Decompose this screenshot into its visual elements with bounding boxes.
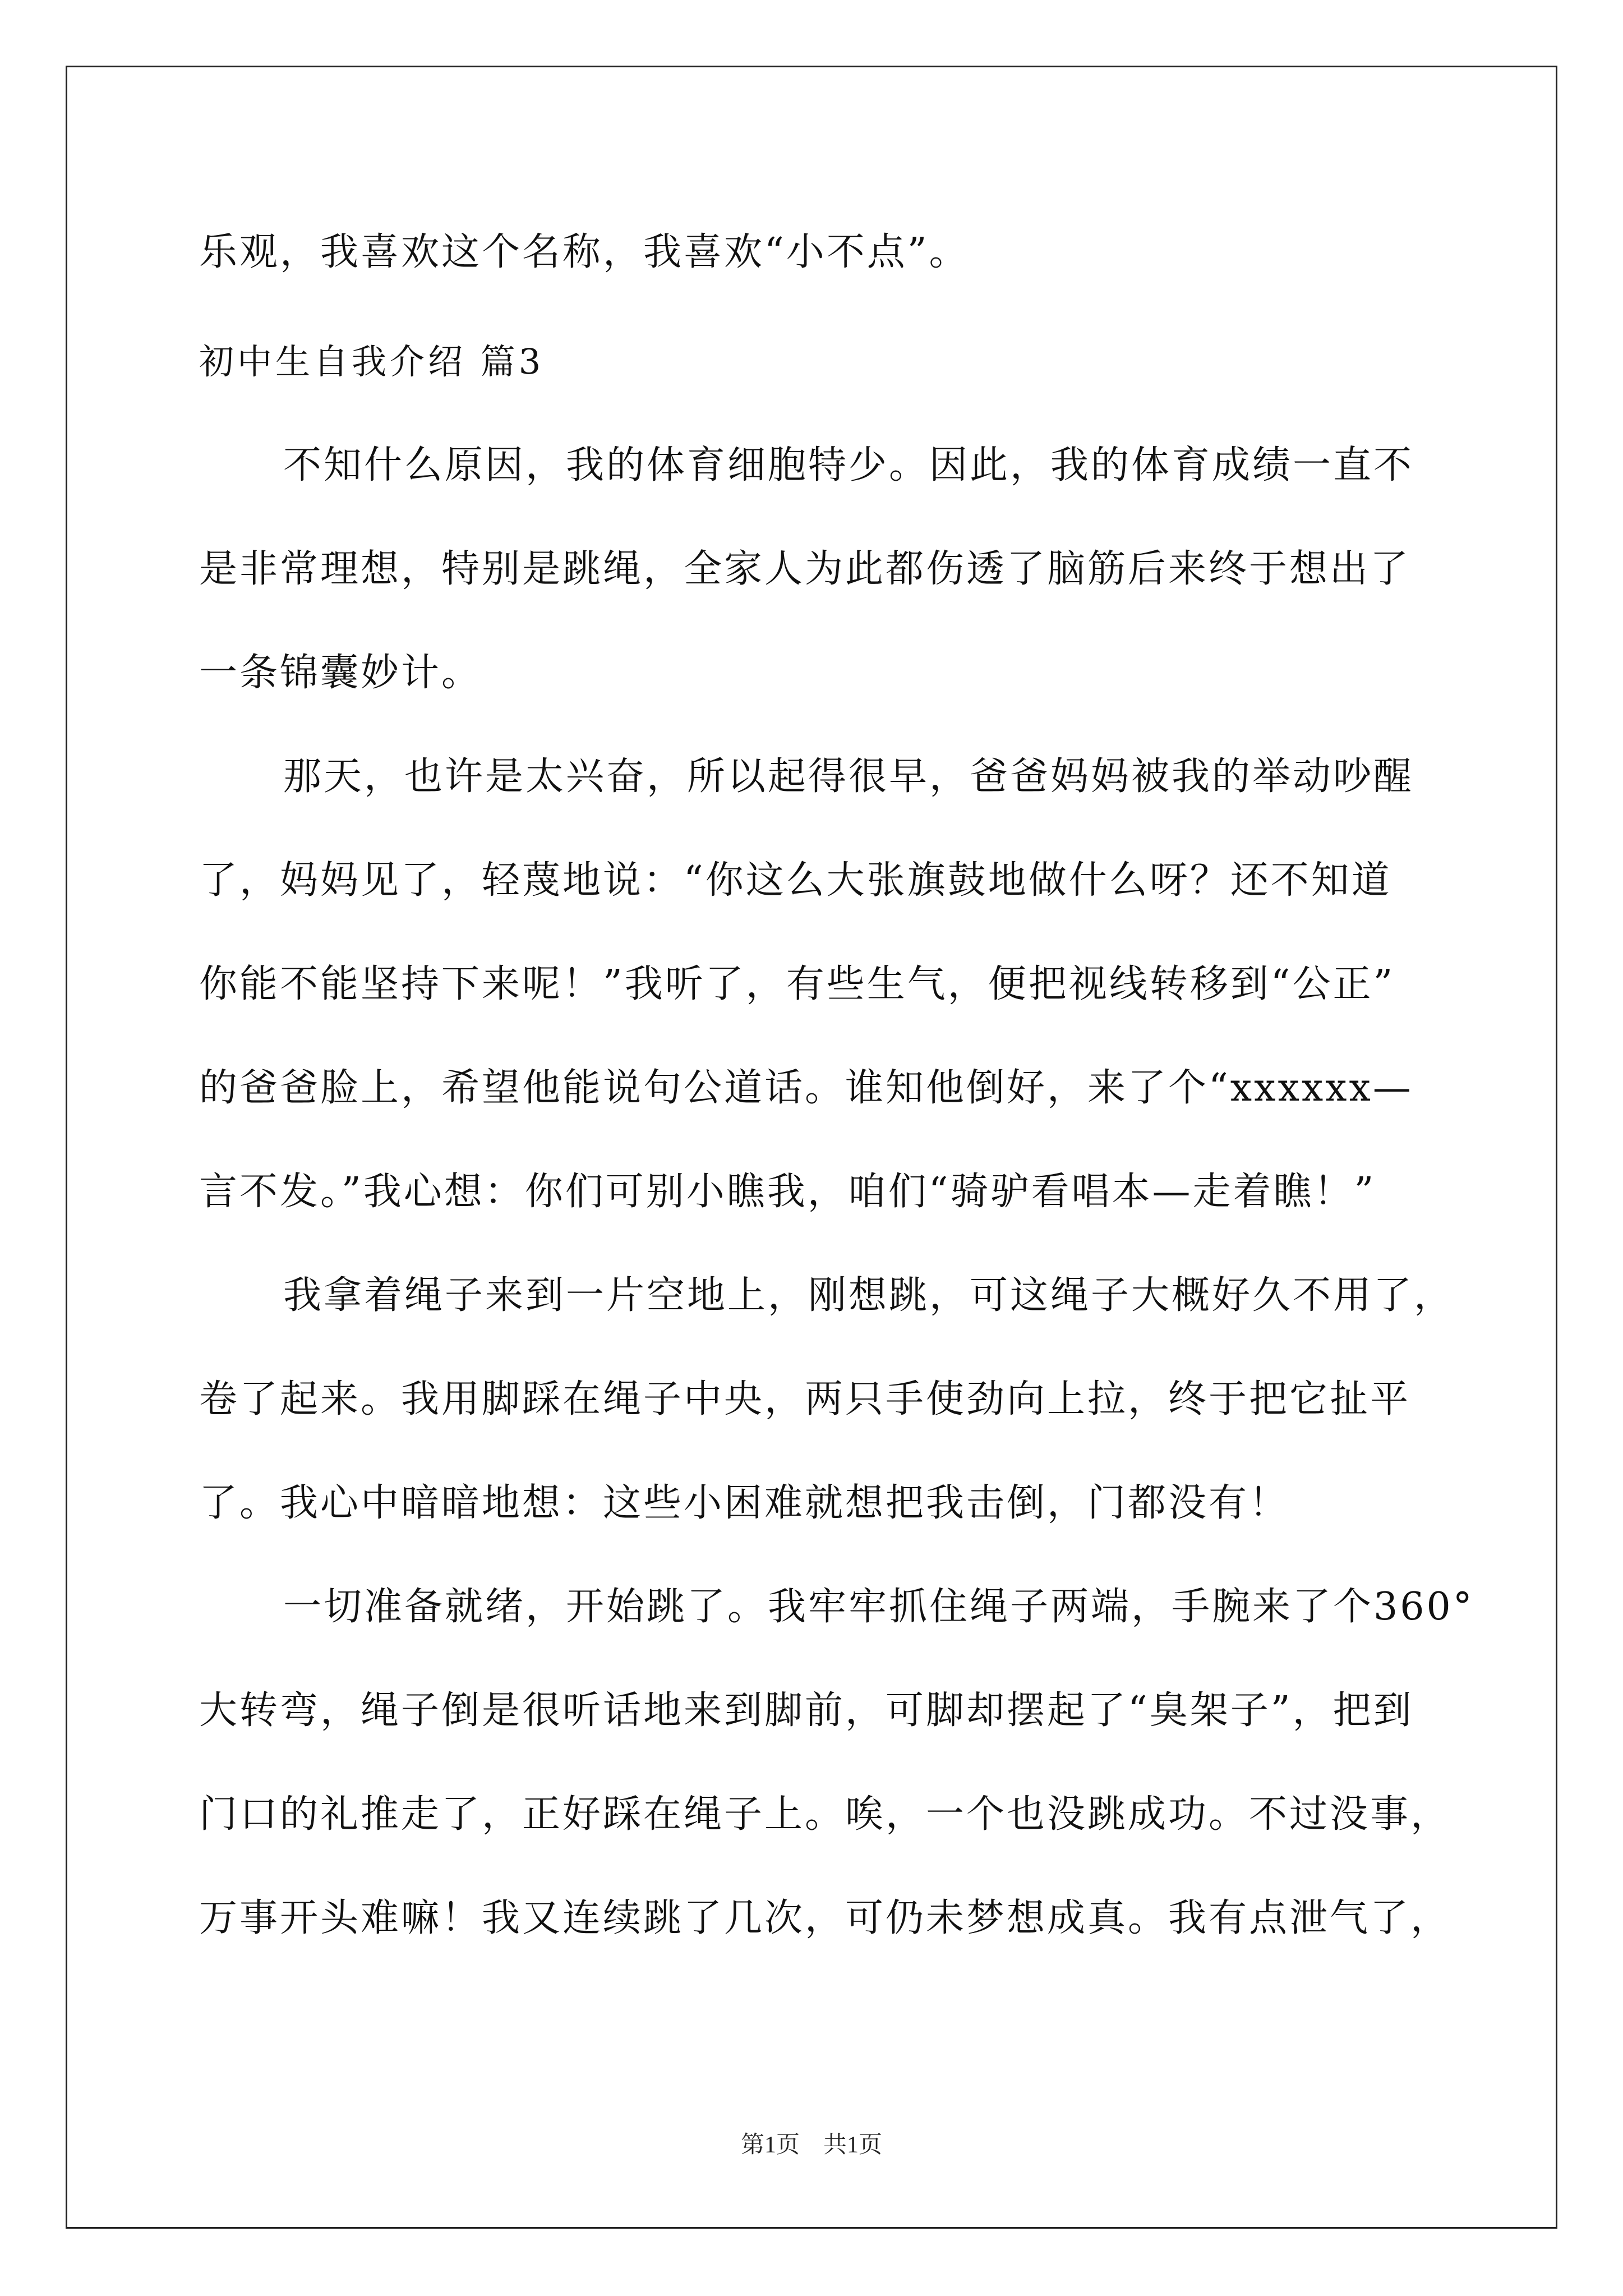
text-line: 乐观，我喜欢这个名称，我喜欢“小不点”。 bbox=[199, 230, 970, 274]
text-line: 卷了起来。我用脚踩在绳子中央，两只手使劲向上拉，终于把它扯平 bbox=[199, 1377, 1411, 1421]
text-line: 不知什么原因，我的体育细胞特少。因此，我的体育成绩一直不 bbox=[283, 443, 1414, 487]
text-line: 我拿着绳子来到一片空地上，刚想跳，可这绳子大概好久不用了， bbox=[283, 1273, 1455, 1318]
text-line: 大转弯，绳子倒是很听话地来到脚前，可脚却摆起了“臭架子”，把到 bbox=[199, 1688, 1414, 1733]
text-line: 的爸爸脸上，希望他能说句公道话。谁知他倒好，来了个“xxxxxx— bbox=[199, 1066, 1413, 1110]
text-line: 一条锦囊妙计。 bbox=[199, 651, 482, 695]
section-heading: 初中生自我介绍 篇3 bbox=[199, 341, 545, 382]
text-line: 了，妈妈见了，轻蔑地说：“你这么大张旗鼓地做什么呀？还不知道 bbox=[199, 858, 1392, 903]
page-footer: 第1页 共1页 bbox=[740, 2132, 882, 2158]
text-line: 是非常理想，特别是跳绳，全家人为此都伤透了脑筋后来终于想出了 bbox=[199, 547, 1411, 591]
text-line: 言不发。”我心想：你们可别小瞧我，咱们“骑驴看唱本—走着瞧！” bbox=[199, 1170, 1376, 1214]
text-line: 一切准备就绪，开始跳了。我牢牢抓住绳子两端，手腕来了个360° bbox=[283, 1585, 1474, 1629]
text-line: 门口的礼推走了，正好踩在绳子上。唉，一个也没跳成功。不过没事， bbox=[199, 1792, 1451, 1837]
text-line: 了。我心中暗暗地想：这些小困难就想把我击倒，门都没有！ bbox=[199, 1481, 1290, 1525]
text-line: 那天，也许是太兴奋，所以起得很早，爸爸妈妈被我的举动吵醒 bbox=[283, 754, 1414, 799]
text-line: 万事开头难嘛！我又连续跳了几次，可仍未梦想成真。我有点泄气了， bbox=[199, 1896, 1451, 1940]
text-line: 你能不能坚持下来呢！”我听了，有些生气，便把视线转移到“公正” bbox=[199, 962, 1395, 1006]
